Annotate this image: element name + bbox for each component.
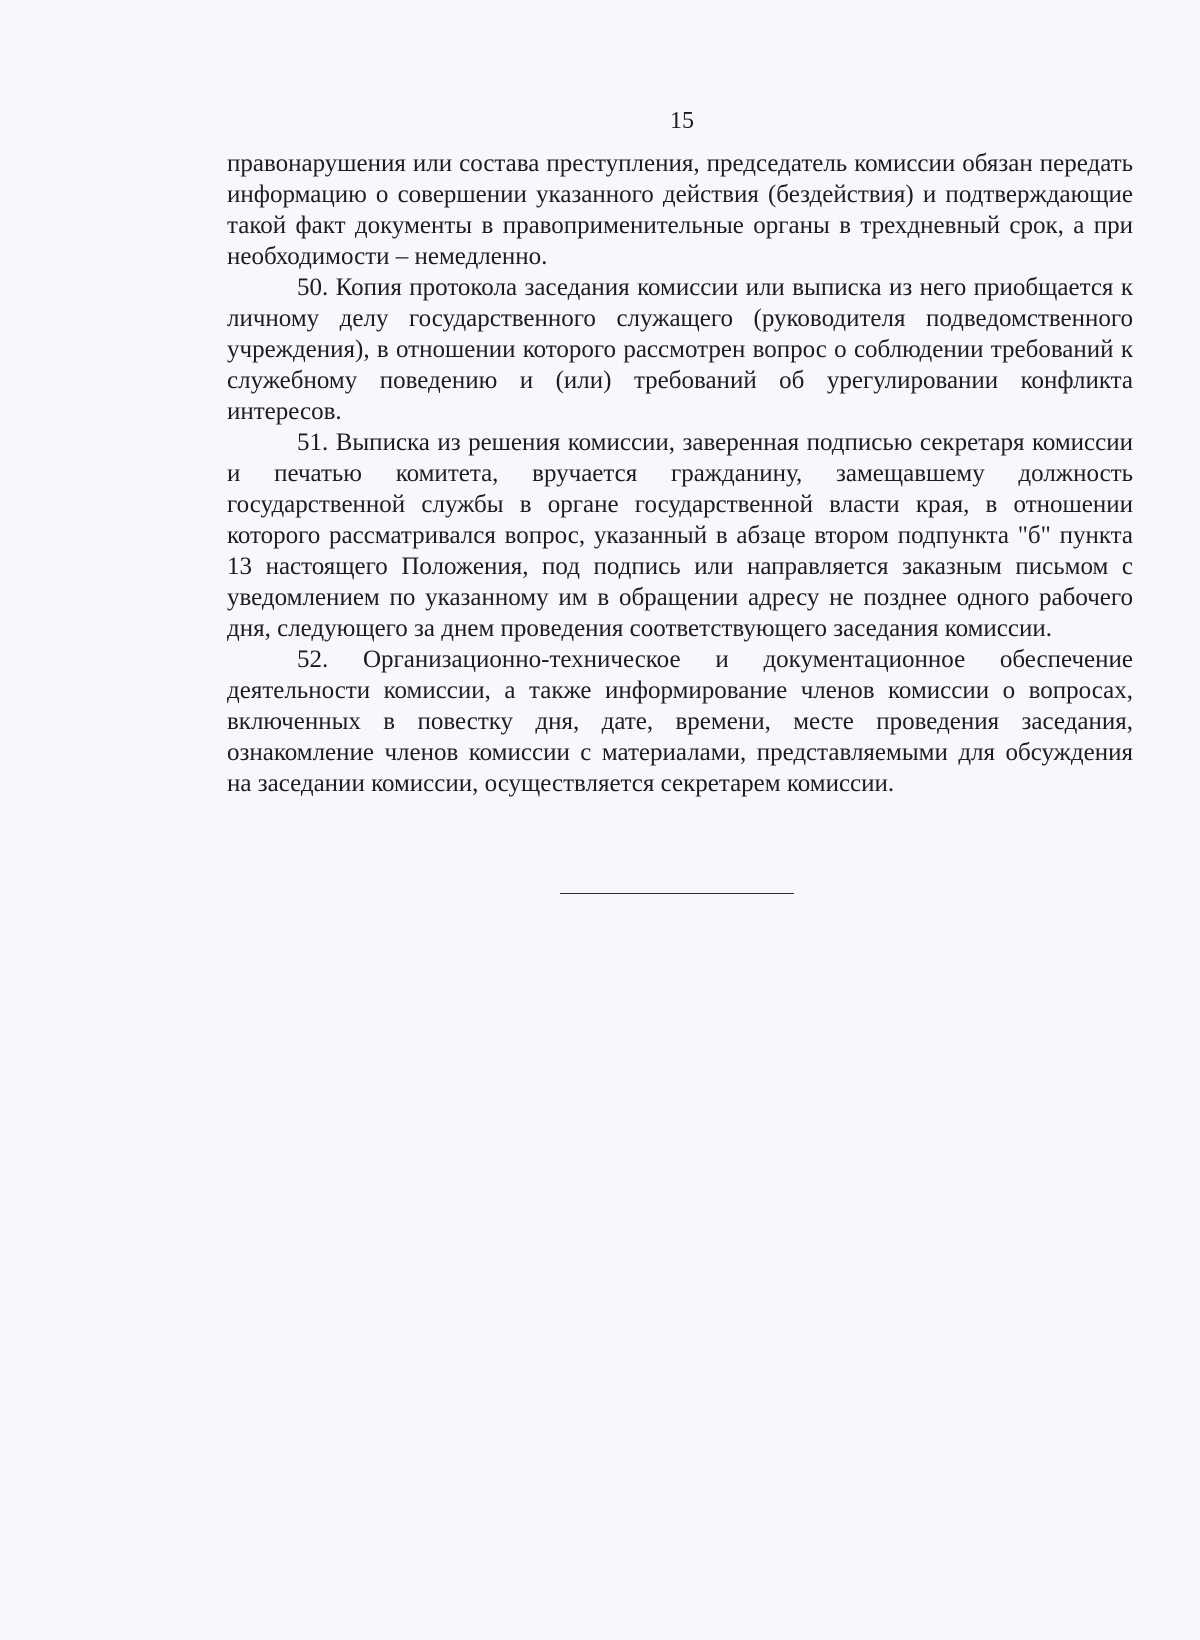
page-number: 15 (670, 108, 694, 134)
paragraph-52: 52. Организационно-техническое и документационное обеспечение деятельности комиссии, а также информирование членов комиссии о вопросах, включенных в повестку дня, дате, времени, месте проведения заседания, ознакомление членов комиссии с материалами, представляемыми для обсуждения на заседании комиссии, осуществляется секретарем комиссии. (227, 646, 1133, 797)
end-of-document-divider (560, 893, 794, 894)
paragraph-51: 51. Выписка из решения комиссии, заверенная подписью секретаря комиссии и печатью комитета, вручается гражданину, замещавшему должность государственной службы в органе государственной власти края, в отношении которого рассматривался вопрос, указанный в абзаце втором подпункта "б" пункта 13 настоящего Положения, под подпись или направляется заказным письмом с уведомлением по указанному им в обращении адресу не позднее одного рабочего дня, следующего за днем проведения соответствующего заседания комиссии. (227, 429, 1133, 642)
paragraph-50: 50. Копия протокола заседания комиссии или выписка из него приобщается к личному делу государственного служащего (руководителя подведомственного учреждения), в отношении которого рассмотрен вопрос о соблюдении требований к служебному поведению и (или) требований об урегулировании конфликта интересов. (227, 274, 1133, 425)
paragraph-continuation: правонарушения или состава преступления, председатель комиссии обязан передать информацию о совершении указанного действия (бездействия) и подтверждающие такой факт документы в правоприменительные органы в трехдневный срок, а при необходимости – немедленно. (227, 150, 1133, 270)
document-body (227, 148, 1133, 799)
